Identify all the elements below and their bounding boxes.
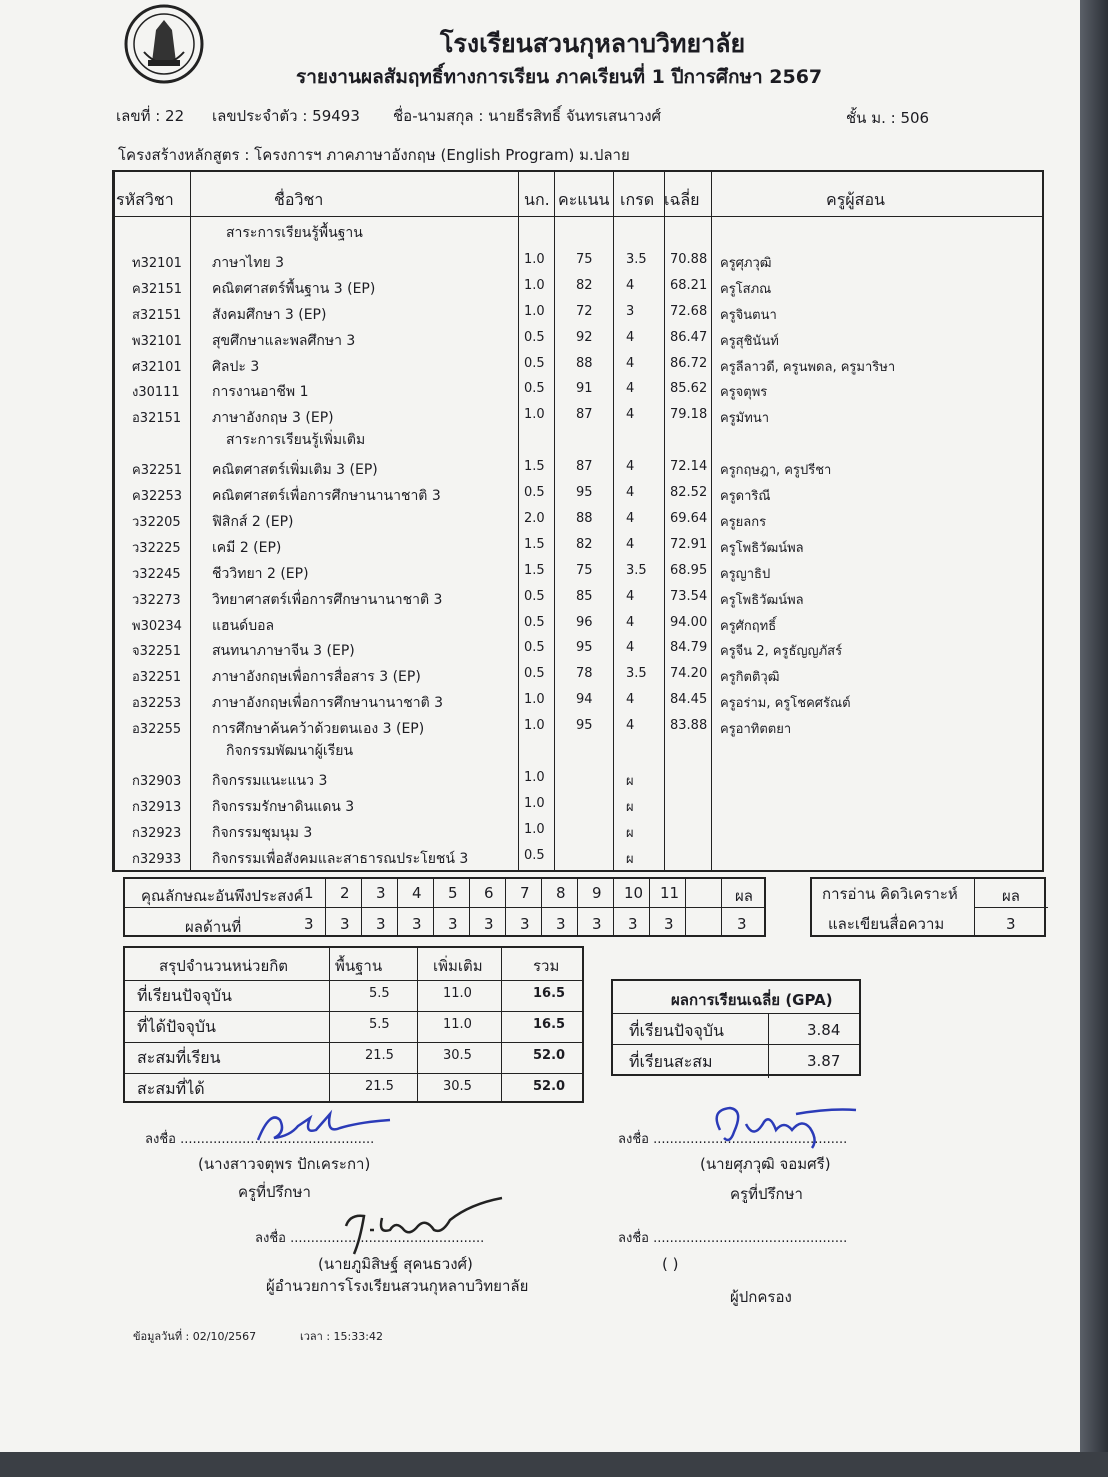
- credits-total: 16.5: [533, 986, 566, 1001]
- traits-label: คุณลักษณะอันพึงประสงค์: [141, 887, 304, 905]
- report-title: รายงานผลสัมฤทธิ์ทางการเรียน ภาคเรียนที่ 1 ปีการศึกษา 2567: [296, 66, 823, 88]
- credits-total: 52.0: [533, 1079, 566, 1094]
- section-title: สาระการเรียนรู้เพิ่มเติม: [226, 432, 366, 449]
- course-score: 94: [576, 692, 593, 708]
- course-code: ง30111: [132, 385, 180, 401]
- course-average: 84.79: [670, 640, 708, 656]
- course-name: เคมี 2 (EP): [212, 539, 282, 556]
- sign-label-director: ลงชื่อ ...............................................: [255, 1231, 485, 1246]
- course-grade: 4: [626, 355, 635, 371]
- course-grade: 4: [626, 381, 635, 397]
- course-teacher: ครูกิตติวุฒิ: [720, 670, 780, 686]
- sign-label-advisor1: ลงชื่อ ...............................................: [145, 1132, 375, 1147]
- course-code: ค32253: [132, 489, 183, 504]
- table-row: [114, 248, 1042, 274]
- trait-number: 1: [304, 884, 314, 902]
- traits-column-divider: [721, 879, 722, 935]
- grade-table: [112, 170, 1044, 872]
- background-bottom: [0, 1452, 1108, 1477]
- table-header-cell: รหัสวิชา: [116, 190, 174, 209]
- trait-value: 3: [376, 915, 386, 933]
- course-credit: 1.0: [524, 769, 545, 785]
- trait-value: 3: [664, 915, 674, 933]
- course-name: กิจกรรมชุมนุม 3: [212, 824, 313, 841]
- course-average: 68.95: [670, 562, 708, 578]
- course-credit: 1.0: [524, 821, 545, 837]
- credits-row-label: ที่ได้ปัจจุบัน: [137, 1017, 216, 1036]
- course-teacher: ครูจตุพร: [720, 385, 768, 401]
- course-score: 85: [576, 588, 593, 604]
- credits-header: เพิ่มเติม: [433, 957, 483, 975]
- course-score: 95: [576, 485, 593, 500]
- course-name: ภาษาอังกฤษ 3 (EP): [212, 410, 334, 427]
- course-average: 83.88: [670, 718, 708, 734]
- reading-label-2: และเขียนสื่อความ: [828, 915, 945, 933]
- course-name: กิจกรรมเพื่อสังคมและสาธารณประโยชน์ 3: [212, 850, 469, 867]
- reading-header: ผล: [1002, 887, 1020, 905]
- gpa-value: 3.87: [807, 1052, 841, 1070]
- course-name: ภาษาไทย 3: [212, 254, 285, 271]
- course-credit: 1.0: [524, 251, 545, 267]
- credits-header: สรุปจำนวนหน่วยกิต: [159, 957, 289, 975]
- table-row: [114, 377, 1042, 403]
- table-row: [114, 688, 1042, 714]
- credits-row-divider: [125, 1073, 582, 1074]
- parent-role: ผู้ปกครอง: [730, 1288, 792, 1306]
- table-row: [114, 326, 1042, 352]
- course-name: กิจกรรมแนะแนว 3: [212, 772, 328, 789]
- table-row: [114, 792, 1042, 818]
- course-score: 82: [576, 536, 593, 552]
- traits-column-divider: [397, 879, 398, 935]
- trait-value: 3: [448, 915, 458, 933]
- course-code: อ32151: [132, 411, 182, 427]
- course-teacher: ครูศักฤทธิ์: [720, 618, 777, 634]
- table-row: [114, 507, 1042, 533]
- course-grade: 4: [626, 277, 635, 293]
- table-row: [114, 766, 1042, 792]
- course-score: 92: [576, 329, 593, 345]
- course-average: 72.14: [670, 459, 708, 475]
- course-code: ว32273: [132, 592, 181, 608]
- course-score: 88: [576, 355, 593, 371]
- table-header-cell: ครูผู้สอน: [826, 190, 885, 209]
- course-credit: 0.5: [524, 640, 545, 656]
- credits-basic: 21.5: [365, 1079, 394, 1094]
- table-row: [114, 481, 1042, 507]
- course-code: ท32101: [132, 255, 182, 271]
- table-header-cell: ชื่อวิชา: [274, 190, 324, 209]
- course-name: การศึกษาค้นคว้าด้วยตนเอง 3 (EP): [212, 721, 425, 738]
- table-header-cell: เกรด: [620, 190, 655, 209]
- course-name: ชีววิทยา 2 (EP): [212, 565, 309, 582]
- course-grade: 4: [626, 459, 635, 475]
- course-credit: 1.0: [524, 277, 545, 293]
- course-name: กิจกรรมรักษาดินแดน 3: [212, 798, 355, 815]
- course-grade: 4: [626, 692, 635, 708]
- trait-value: 3: [484, 915, 494, 933]
- course-code: ก32903: [132, 773, 182, 789]
- credits-header: พื้นฐาน: [335, 957, 383, 975]
- course-average: 73.54: [670, 588, 708, 604]
- footer-time: เวลา : 15:33:42: [300, 1330, 383, 1343]
- course-teacher: ครูกฤษฎา, ครูปรีชา: [720, 463, 832, 479]
- sign-label-parent: ลงชื่อ ...............................................: [618, 1231, 848, 1246]
- table-row: [114, 352, 1042, 378]
- course-credit: 1.0: [524, 692, 545, 708]
- sign-label-advisor2: ลงชื่อ ...............................................: [618, 1132, 848, 1147]
- course-credit: 0.5: [524, 614, 545, 630]
- table-row: [114, 818, 1042, 844]
- course-average: 94.00: [670, 614, 708, 630]
- course-score: 75: [576, 562, 593, 578]
- course-credit: 1.0: [524, 718, 545, 734]
- course-name: วิทยาศาสตร์เพื่อการศึกษานานาชาติ 3: [212, 591, 443, 608]
- credits-total: 52.0: [533, 1048, 566, 1063]
- course-grade: ผ: [626, 825, 634, 841]
- table-row: [114, 274, 1042, 300]
- course-credit: 0.5: [524, 329, 545, 345]
- course-code: ส32151: [132, 307, 182, 323]
- course-average: 68.21: [670, 277, 708, 293]
- reading-table: [810, 877, 1046, 937]
- advisor1-name: (นางสาวจตุพร ปักเคระกา): [198, 1155, 371, 1173]
- course-grade: 4: [626, 510, 635, 526]
- credits-column-divider: [501, 948, 502, 1101]
- trait-value: 3: [556, 915, 566, 933]
- course-teacher: ครูโพธิวัฒน์พล: [720, 540, 804, 556]
- traits-result-label: ผลด้านที่: [185, 918, 242, 936]
- trait-number: 7: [520, 884, 530, 902]
- course-name: ศิลปะ 3: [212, 358, 260, 375]
- table-row: [114, 714, 1042, 740]
- course-teacher: ครูศุภวุฒิ: [720, 255, 772, 271]
- course-code: ว32205: [132, 514, 181, 530]
- traits-column-divider: [433, 879, 434, 935]
- credits-basic: 5.5: [369, 986, 390, 1001]
- advisor1-role: ครูที่ปรึกษา: [238, 1183, 311, 1201]
- course-average: 85.62: [670, 381, 708, 397]
- trait-value: 3: [628, 915, 638, 933]
- course-average: 84.45: [670, 692, 708, 708]
- course-name: ภาษาอังกฤษเพื่อการสื่อสาร 3 (EP): [212, 669, 421, 686]
- traits-column-divider: [361, 879, 362, 935]
- course-average: 69.64: [670, 510, 708, 526]
- trait-number: 5: [448, 884, 458, 902]
- reading-label-1: การอ่าน คิดวิเคราะห์: [822, 885, 958, 903]
- course-code: ค32251: [132, 463, 183, 479]
- course-teacher: ครูโสภณ: [720, 281, 772, 297]
- course-credit: 1.5: [524, 536, 545, 552]
- traits-column-divider: [325, 879, 326, 935]
- course-code: จ32251: [132, 644, 181, 660]
- trait-number: 8: [556, 884, 566, 902]
- course-grade: 4: [626, 485, 635, 500]
- credits-basic: 21.5: [365, 1048, 394, 1063]
- course-score: 72: [576, 303, 593, 319]
- course-credit: 1.0: [524, 795, 545, 811]
- table-row: [114, 559, 1042, 585]
- advisor2-role: ครูที่ปรึกษา: [730, 1185, 803, 1203]
- credits-extra: 30.5: [443, 1048, 472, 1063]
- trait-number: 11: [660, 884, 680, 902]
- table-header-cell: คะแนน: [558, 190, 610, 209]
- credits-header: รวม: [533, 957, 560, 975]
- gpa-row-label: ที่เรียนปัจจุบัน: [629, 1021, 724, 1040]
- trait-value: 3: [304, 915, 314, 933]
- course-grade: 4: [626, 329, 635, 345]
- course-credit: 2.0: [524, 510, 545, 526]
- section-title: กิจกรรมพัฒนาผู้เรียน: [226, 743, 354, 759]
- course-score: 91: [576, 381, 593, 397]
- table-row: [114, 636, 1042, 662]
- table-header-cell: นก.: [524, 190, 550, 209]
- course-teacher: ครูโพธิวัฒน์พล: [720, 592, 804, 608]
- course-credit: 0.5: [524, 588, 545, 604]
- course-code: อ32251: [132, 670, 182, 686]
- parent-name: ( ): [662, 1255, 679, 1273]
- course-credit: 1.5: [524, 459, 545, 475]
- traits-summary-value: 3: [737, 915, 747, 933]
- advisor2-name: (นายศุภวุฒิ จอมศรี): [700, 1155, 831, 1173]
- director-signature-icon: [330, 1190, 510, 1260]
- credits-extra: 11.0: [443, 986, 472, 1001]
- table-row: [114, 611, 1042, 637]
- course-score: 78: [576, 666, 593, 682]
- course-credit: 0.5: [524, 381, 545, 397]
- section-title: สาระการเรียนรู้พื้นฐาน: [226, 225, 363, 241]
- trait-number: 2: [340, 884, 350, 902]
- table-row: [114, 533, 1042, 559]
- credits-extra: 11.0: [443, 1017, 472, 1032]
- table-row: [114, 662, 1042, 688]
- credits-row-label: ที่เรียนปัจจุบัน: [137, 986, 232, 1005]
- credits-extra: 30.5: [443, 1079, 472, 1094]
- course-average: 79.18: [670, 407, 708, 423]
- course-name: สุขศึกษาและพลศึกษา 3: [212, 332, 356, 349]
- director-name: (นายภูมิสิษฐ์ สุคนธวงศ์): [318, 1255, 473, 1273]
- gpa-table: [611, 979, 861, 1076]
- trait-number: 4: [412, 884, 422, 902]
- course-grade: 3: [626, 303, 635, 319]
- course-average: 86.72: [670, 355, 708, 371]
- traits-column-divider: [505, 879, 506, 935]
- course-grade: 3.5: [626, 666, 647, 682]
- course-name: ภาษาอังกฤษเพื่อการศึกษานานาชาติ 3: [212, 695, 444, 712]
- traits-summary-header: ผล: [735, 887, 753, 905]
- course-code: พ30234: [132, 618, 182, 634]
- course-grade: 4: [626, 640, 635, 656]
- course-grade: 3.5: [626, 562, 647, 578]
- course-average: 86.47: [670, 329, 708, 345]
- traits-column-divider: [649, 879, 650, 935]
- course-teacher: ครูจีน 2, ครูธัญญภัสร์: [720, 644, 843, 660]
- advisor1-signature-icon: [250, 1100, 400, 1150]
- table-header-cell: เฉลี่ย: [664, 190, 700, 209]
- course-teacher: ครูญาธิป: [720, 566, 771, 582]
- course-credit: 0.5: [524, 666, 545, 682]
- course-grade: ผ: [626, 773, 634, 789]
- traits-column-divider: [541, 879, 542, 935]
- trait-value: 3: [340, 915, 350, 933]
- footer-date: ข้อมูลวันที่ : 02/10/2567: [133, 1330, 257, 1343]
- course-code: อ32253: [132, 696, 182, 712]
- credits-row-divider: [125, 1042, 582, 1043]
- course-name: คณิตศาสตร์เพื่อการศึกษานานาชาติ 3: [212, 488, 441, 504]
- course-code: ว32225: [132, 540, 181, 556]
- trait-value: 3: [592, 915, 602, 933]
- credits-column-divider: [417, 948, 418, 1101]
- school-logo-icon: [122, 2, 206, 86]
- course-credit: 0.5: [524, 847, 545, 863]
- trait-number: 6: [484, 884, 494, 902]
- credits-basic: 5.5: [369, 1017, 390, 1032]
- table-row: [114, 300, 1042, 326]
- student-number: เลขที่ : 22: [116, 107, 185, 125]
- course-code: ก32933: [132, 851, 182, 867]
- course-grade: ผ: [626, 851, 634, 867]
- director-role: ผู้อำนวยการโรงเรียนสวนกุหลาบวิทยาลัย: [266, 1277, 529, 1295]
- course-teacher: ครูมัทนา: [720, 411, 770, 427]
- course-code: ว32245: [132, 566, 181, 582]
- course-teacher: ครูลีลาวดี, ครูนพดล, ครูมาริษา: [720, 359, 896, 375]
- course-grade: 4: [626, 536, 635, 552]
- trait-number: 9: [592, 884, 602, 902]
- traits-table: [123, 877, 766, 937]
- course-teacher: ครูดาริณี: [720, 489, 771, 504]
- course-average: 70.88: [670, 251, 708, 267]
- student-name: ชื่อ-นามสกุล : นายธีรสิทธิ์ จันทรเสนาวงศ์: [393, 107, 662, 125]
- course-name: สังคมศึกษา 3 (EP): [212, 306, 327, 323]
- course-name: ฟิสิกส์ 2 (EP): [212, 513, 294, 530]
- course-credit: 0.5: [524, 355, 545, 371]
- gpa-value: 3.84: [807, 1021, 841, 1039]
- course-name: คณิตศาสตร์พื้นฐาน 3 (EP): [212, 280, 376, 297]
- course-score: 75: [576, 251, 593, 267]
- course-grade: 4: [626, 614, 635, 630]
- credits-column-divider: [329, 948, 330, 1101]
- course-score: 95: [576, 640, 593, 656]
- course-grade: 4: [626, 588, 635, 604]
- course-teacher: ครูอาทิตตยา: [720, 722, 792, 738]
- course-code: ก32923: [132, 825, 182, 841]
- credits-table: [123, 946, 584, 1103]
- course-grade: 4: [626, 407, 635, 423]
- school-name: โรงเรียนสวนกุหลาบวิทยาลัย: [440, 29, 746, 58]
- course-name: สนทนาภาษาจีน 3 (EP): [212, 643, 355, 660]
- course-code: พ32101: [132, 333, 182, 349]
- course-teacher: ครูยลกร: [720, 514, 767, 530]
- reading-value: 3: [1006, 915, 1016, 933]
- course-grade: 4: [626, 718, 635, 734]
- course-teacher: ครูอร่าม, ครูโชคศรัณต์: [720, 696, 851, 712]
- course-teacher: ครูสุชินันท์: [720, 333, 779, 349]
- credits-row-divider: [125, 1011, 582, 1012]
- course-average: 74.20: [670, 666, 708, 682]
- trait-number: 10: [624, 884, 644, 902]
- student-id: เลขประจำตัว : 59493: [212, 107, 360, 125]
- course-teacher: ครูจินตนา: [720, 307, 777, 323]
- course-name: การงานอาชีพ 1: [212, 384, 309, 401]
- course-grade: ผ: [626, 799, 634, 815]
- gpa-row-divider: [613, 1013, 859, 1014]
- table-row: [114, 585, 1042, 611]
- course-score: 87: [576, 459, 593, 475]
- traits-column-divider: [577, 879, 578, 935]
- course-score: 95: [576, 718, 593, 734]
- course-code: ค32151: [132, 281, 183, 297]
- course-name: คณิตศาสตร์เพิ่มเติม 3 (EP): [212, 462, 378, 479]
- course-score: 88: [576, 510, 593, 526]
- curriculum: โครงสร้างหลักสูตร : โครงการฯ ภาคภาษาอังกฤษ (English Program) ม.ปลาย: [118, 146, 630, 164]
- trait-number: 3: [376, 884, 386, 902]
- advisor2-signature-icon: [700, 1100, 860, 1154]
- trait-value: 3: [412, 915, 422, 933]
- gpa-row-label: ที่เรียนสะสม: [629, 1052, 713, 1071]
- table-row: [114, 844, 1042, 870]
- course-credit: 0.5: [524, 485, 545, 500]
- traits-column-divider: [469, 879, 470, 935]
- traits-column-divider: [613, 879, 614, 935]
- credits-row-label: สะสมที่เรียน: [137, 1048, 221, 1067]
- table-row: [114, 403, 1042, 429]
- gpa-column-divider: [768, 1013, 769, 1078]
- class-level: ชั้น ม. : 506: [846, 109, 930, 127]
- credits-row-divider: [125, 980, 582, 981]
- course-name: แฮนด์บอล: [212, 617, 275, 634]
- traits-column-divider: [685, 879, 686, 935]
- background: [1080, 0, 1108, 1477]
- course-code: อ32255: [132, 722, 182, 738]
- course-score: 82: [576, 277, 593, 293]
- course-score: 96: [576, 614, 593, 630]
- gpa-title: ผลการเรียนเฉลี่ย (GPA): [671, 991, 833, 1009]
- course-credit: 1.0: [524, 303, 545, 319]
- credits-total: 16.5: [533, 1017, 566, 1032]
- course-score: 87: [576, 407, 593, 423]
- gpa-row-divider: [613, 1044, 859, 1045]
- table-row: [114, 455, 1042, 481]
- course-credit: 1.0: [524, 407, 545, 423]
- course-average: 72.91: [670, 536, 708, 552]
- course-average: 72.68: [670, 303, 708, 319]
- course-code: ก32913: [132, 799, 182, 815]
- credits-row-label: สะสมที่ได้: [137, 1079, 205, 1098]
- course-credit: 1.5: [524, 562, 545, 578]
- course-average: 82.52: [670, 485, 708, 500]
- trait-value: 3: [520, 915, 530, 933]
- course-grade: 3.5: [626, 251, 647, 267]
- table-header-divider: [114, 216, 1042, 217]
- course-code: ศ32101: [132, 359, 182, 375]
